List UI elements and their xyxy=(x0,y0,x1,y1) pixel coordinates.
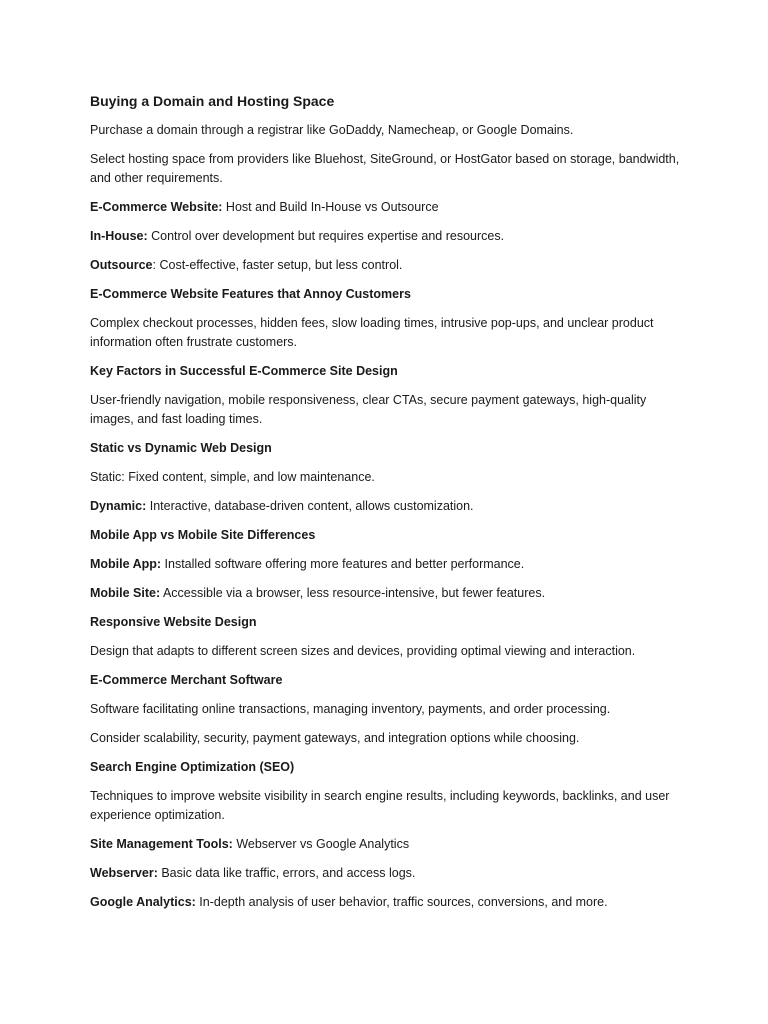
paragraph-lead-term: Mobile App: xyxy=(90,557,162,571)
paragraph-text: User-friendly navigation, mobile responsiveness, clear CTAs, secure payment gateways, high-quality images, and fast loading times. xyxy=(90,393,647,426)
section-heading xyxy=(90,285,690,304)
paragraph xyxy=(90,391,690,429)
paragraph-text: Basic data like traffic, errors, and access logs. xyxy=(157,866,416,880)
paragraph-text: Software facilitating online transactions, managing inventory, payments, and order processing. xyxy=(90,702,611,716)
paragraph-text: : Cost-effective, faster setup, but less control. xyxy=(152,258,403,272)
section-heading-text: Key Factors in Successful E-Commerce Site Design xyxy=(90,364,398,378)
section-heading xyxy=(90,671,690,690)
paragraph xyxy=(90,642,690,661)
paragraph xyxy=(90,314,690,352)
paragraph-text: Select hosting space from providers like Bluehost, SiteGround, or HostGator based on storage, bandwidth, and other requirements. xyxy=(90,152,680,185)
paragraph-text: Complex checkout processes, hidden fees, slow loading times, intrusive pop-ups, and unclear product information often frustrate customers. xyxy=(90,316,654,349)
paragraph-text: In-depth analysis of user behavior, traffic sources, conversions, and more. xyxy=(195,895,608,909)
section-heading xyxy=(90,362,690,381)
section-heading xyxy=(90,439,690,458)
paragraph xyxy=(90,555,690,574)
paragraph-lead-term: In-House: xyxy=(90,229,148,243)
section-heading-text: Mobile App vs Mobile Site Differences xyxy=(90,528,316,542)
paragraph xyxy=(90,700,690,719)
document-page xyxy=(90,92,690,922)
paragraph-lead-term: Outsource xyxy=(90,258,153,272)
paragraph xyxy=(90,150,690,188)
paragraph-lead-term: Mobile Site: xyxy=(90,586,161,600)
document-body xyxy=(90,121,690,912)
paragraph xyxy=(90,864,690,883)
paragraph xyxy=(90,497,690,516)
paragraph-text: Techniques to improve website visibility in search engine results, including keywords, backlinks, and user experience optimization. xyxy=(90,789,670,822)
paragraph-text: Static: Fixed content, simple, and low maintenance. xyxy=(90,470,375,484)
paragraph xyxy=(90,787,690,825)
paragraph-text: Purchase a domain through a registrar like GoDaddy, Namecheap, or Google Domains. xyxy=(90,123,574,137)
paragraph-text: Design that adapts to different screen sizes and devices, providing optimal viewing and interaction. xyxy=(90,644,636,658)
section-heading-text: Responsive Website Design xyxy=(90,615,257,629)
paragraph-text: Installed software offering more features and better performance. xyxy=(161,557,525,571)
section-heading-text: Search Engine Optimization (SEO) xyxy=(90,760,295,774)
section-heading xyxy=(90,613,690,632)
section-heading-text: E-Commerce Merchant Software xyxy=(90,673,283,687)
paragraph xyxy=(90,893,690,912)
paragraph-lead-term: Site Management Tools: xyxy=(90,837,233,851)
section-heading xyxy=(90,758,690,777)
paragraph xyxy=(90,198,690,217)
paragraph-lead-term: Google Analytics: xyxy=(90,895,196,909)
paragraph xyxy=(90,729,690,748)
paragraph xyxy=(90,256,690,275)
paragraph-text: Consider scalability, security, payment gateways, and integration options while choosing. xyxy=(90,731,580,745)
paragraph-lead-term: Webserver: xyxy=(90,866,158,880)
paragraph-text: Webserver vs Google Analytics xyxy=(232,837,410,851)
paragraph xyxy=(90,227,690,246)
paragraph-lead-term: E-Commerce Website: xyxy=(90,200,223,214)
paragraph xyxy=(90,468,690,487)
paragraph-text: Control over development but requires expertise and resources. xyxy=(147,229,505,243)
section-heading-text: E-Commerce Website Features that Annoy Customers xyxy=(90,287,411,301)
paragraph xyxy=(90,584,690,603)
document-title: Buying a Domain and Hosting Space xyxy=(90,93,335,109)
paragraph xyxy=(90,835,690,854)
paragraph-text: Host and Build In-House vs Outsource xyxy=(222,200,439,214)
paragraph-text: Interactive, database-driven content, allows customization. xyxy=(146,499,474,513)
paragraph-text: Accessible via a browser, less resource-intensive, but fewer features. xyxy=(160,586,546,600)
section-heading xyxy=(90,526,690,545)
section-heading-text: Static vs Dynamic Web Design xyxy=(90,441,272,455)
paragraph xyxy=(90,121,690,140)
paragraph-lead-term: Dynamic: xyxy=(90,499,147,513)
